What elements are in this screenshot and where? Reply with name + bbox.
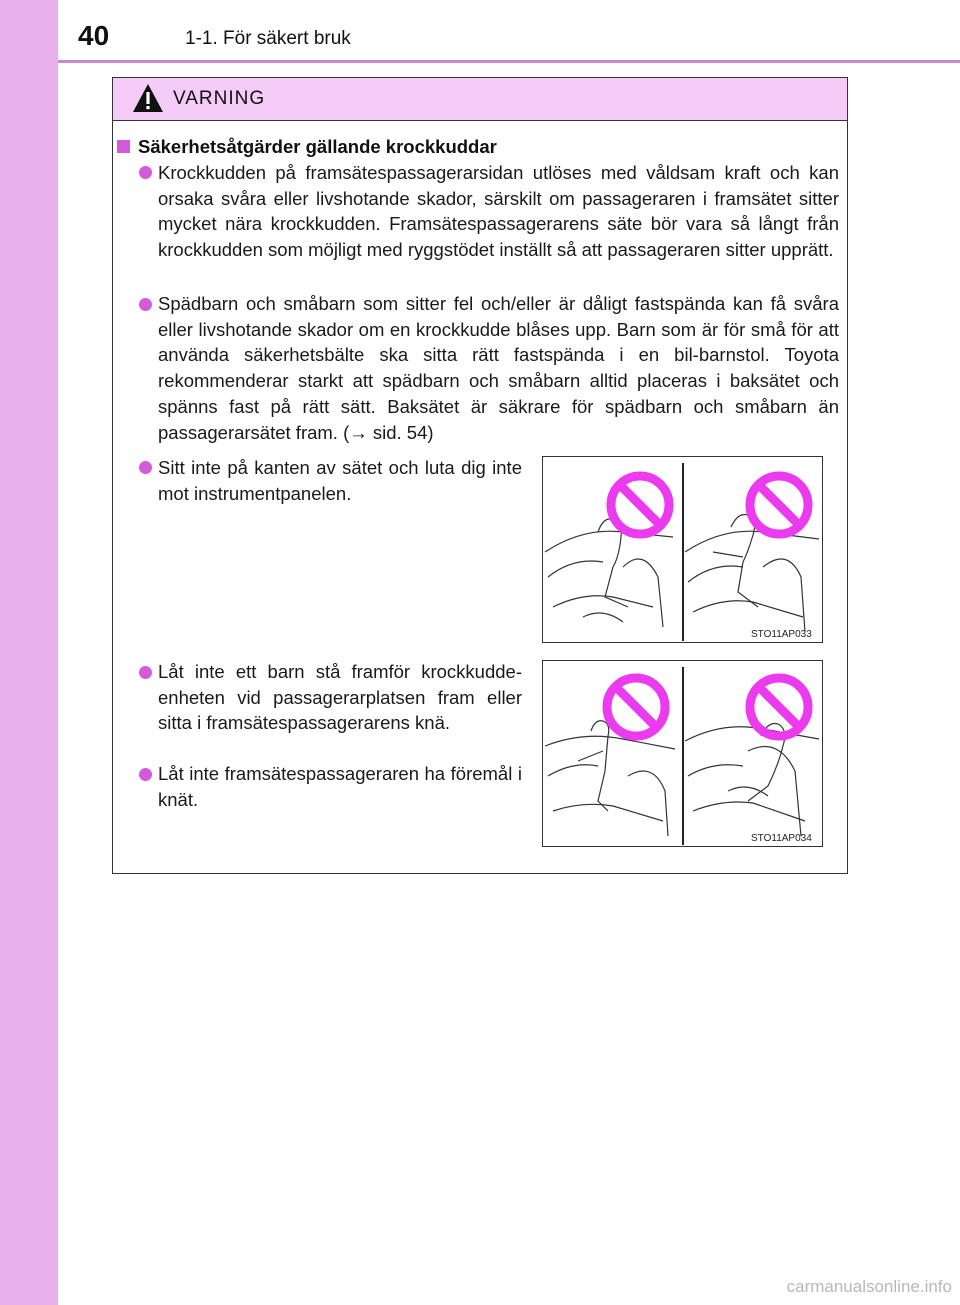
warning-triangle-icon [132,83,164,113]
warning-item: Sitt inte på kanten av sätet och luta dig inte mot instrumentpanelen. [158,457,522,504]
bullet-icon [139,461,152,474]
warning-item: Låt inte ett barn stå framför krockkudde-enheten vid passagerarplatsen fram eller sitta i framsätespassagerarens knä. [158,661,522,734]
side-color-strip [0,0,58,1305]
section-heading [117,136,497,158]
warning-title: VARNING [173,88,266,109]
illustration-seating-position [542,456,823,643]
figure-code: STO11AP034 [751,833,812,844]
figure-code: STO11AP033 [751,629,812,640]
header-divider [58,60,960,63]
page-number: 40 [78,20,110,51]
figure-divider [682,463,684,641]
warning-item: Låt inte framsätespassageraren ha föremål i knät. [158,763,522,810]
section-title: 1-1. För säkert bruk [185,28,351,49]
bullet-icon [139,298,152,311]
prohibition-sign-icon [745,673,813,741]
bullet-icon [139,166,152,179]
warning-item: Spädbarn och småbarn som sitter fel och/eller är dåligt fastspända kan få svåra eller livshotande skador om en krockkudde blåses upp. Barn som är för små för att använda säkerhetsbälte ska sitta rätt fastspända i en bil-barnstol. Toyota rekommenderar starkt att spädbarn och småbarn alltid placeras i baksätet och spänns fast på rätt sätt. Baksätet är säkrare för spädbarn och småbarn än passagerarsätet fram. (→ sid. 54) [158,293,839,443]
prohibition-sign-icon [602,673,670,741]
warning-header [113,78,847,121]
warning-item: Krockkudden på framsätespassagerarsidan utlöses med våldsam kraft och kan orsaka svåra eller livshotande skador, särskilt om passageraren i framsätet sitter mycket nära krockkudden. Framsätespassagerarens säte bör vara så långt från krockkudden som möjligt med ryggstödet inställt så att passageraren sitter upprätt. [158,162,839,261]
illustration-child-position [542,660,823,847]
prohibition-sign-icon [745,471,813,539]
prohibition-sign-icon [606,471,674,539]
bullet-icon [139,666,152,679]
figure-divider [682,667,684,845]
bullet-icon [139,768,152,781]
footer-watermark: carmanualsonline.info [786,1277,952,1296]
square-bullet-icon [117,140,130,153]
section-heading-text: Säkerhetsåtgärder gällande krockkuddar [138,136,497,157]
